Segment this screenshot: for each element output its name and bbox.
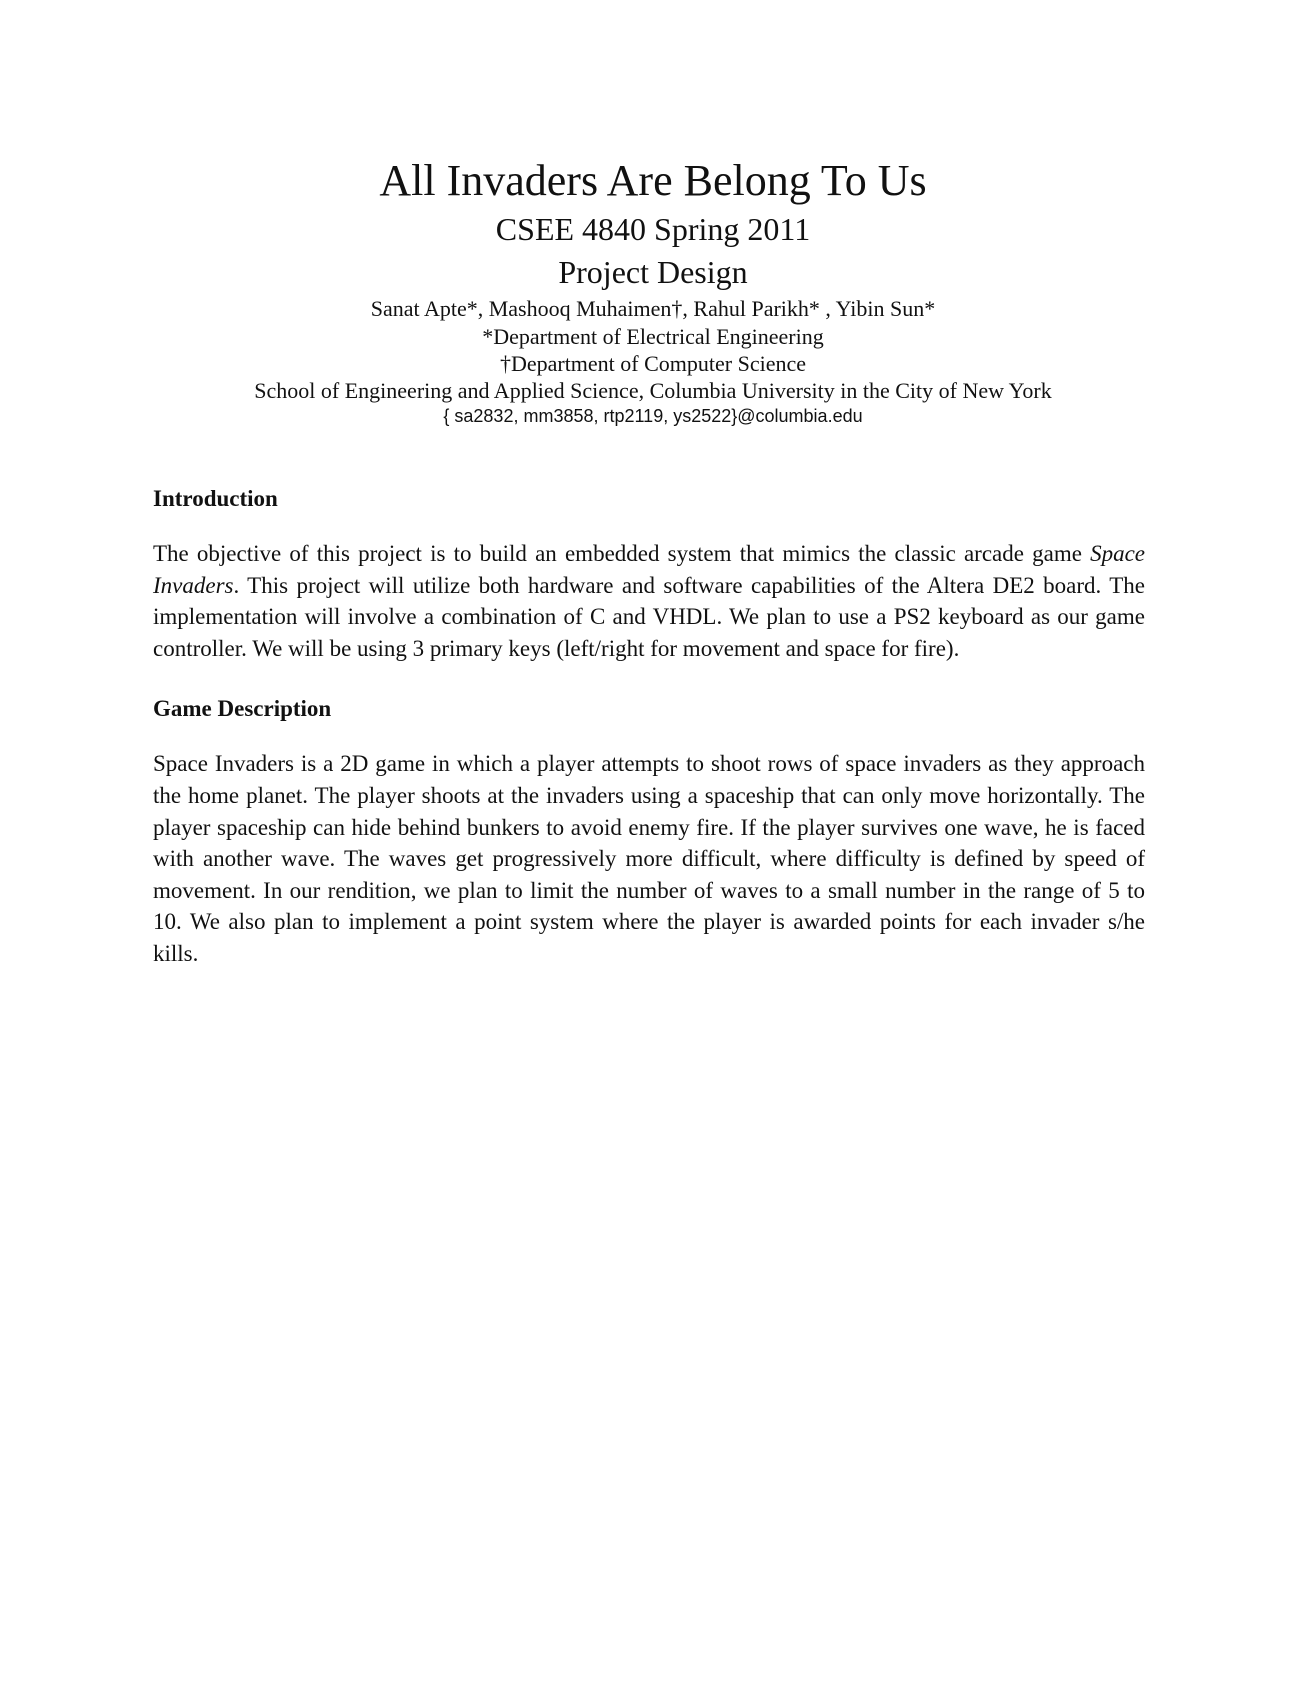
intro-text-start: The objective of this project is to build an embedded system that mimics the classic arcade game <box>153 541 1091 566</box>
author-list: Sanat Apte*, Mashooq Muhaimen†, Rahul Parikh* , Yibin Sun* <box>370 296 936 321</box>
affiliation-school: School of Engineering and Applied Science, Columbia University in the City of New York <box>254 378 1052 403</box>
author-emails: { sa2832, mm3858, rtp2119, ys2522}@columbia.edu <box>443 406 863 426</box>
affiliation-ee: *Department of Electrical Engineering <box>482 324 824 349</box>
intro-text-end: . This project will utilize both hardware and software capabilities of the Altera DE2 board. The implementation will involve a combination of C and VHDL. We plan to use a PS2 keyboard as our game controller. We will be using 3 primary keys (left/right for movement and space for fire). <box>153 572 1145 661</box>
section-heading-game-description: Game Description <box>153 696 332 722</box>
paper-title: All Invaders Are Belong To Us <box>379 156 927 205</box>
course-name: CSEE 4840 Spring 2011 <box>495 211 811 247</box>
section-heading-introduction: Introduction <box>153 486 278 511</box>
introduction-paragraph <box>153 538 1145 664</box>
game-description-paragraph: Space Invaders is a 2D game in which a player attempts to shoot rows of space invaders as they approach the home planet. The player shoots at the invaders using a spaceship that can only move horizontally. The player spaceship can hide behind bunkers to avoid enemy fire. If the player survives one wave, he is faced with another wave. The waves get progressively more difficult, where difficulty is defined by speed of movement. In our rendition, we plan to limit the number of waves to a small number in the range of 5 to 10. We also plan to implement a point system where the player is awarded points for each invader s/he kills. <box>153 751 1145 966</box>
document-type: Project Design <box>558 254 748 290</box>
intro-game-name: Space Invaders <box>153 541 1145 598</box>
affiliation-cs: †Department of Computer Science <box>499 351 807 376</box>
paper-body <box>153 484 1145 1000</box>
paper-header <box>100 154 1206 428</box>
